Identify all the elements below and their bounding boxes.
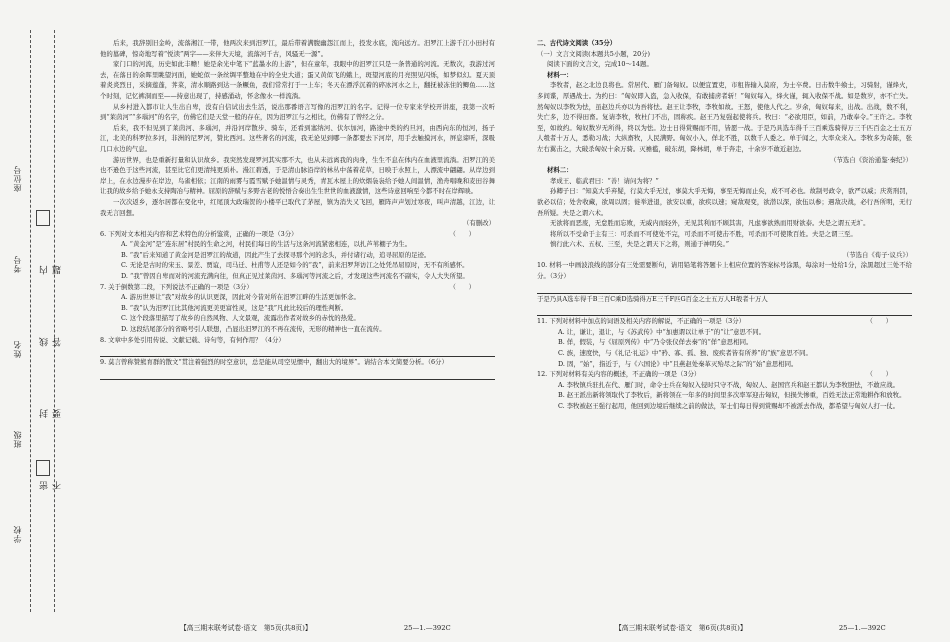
footer-title: 【高三期末联考试卷·语文 第5页(共8页)】 xyxy=(180,624,312,632)
material1-text xyxy=(537,80,912,154)
passage-paragraph: 后来，我辞别旧金岭，流落湘江一带，他两次来到汨罗江，最后带着满腹幽怨江而上，投发水底，流向远方。汨罗江上游千江小田村有他的墓碑，惊奇地写着“悦读”两字——来伴大天境，流落河千古，风骚无一源”。 xyxy=(100,39,495,58)
material-paragraph: 孙卿子曰：“知莫大乎弃疑，行莫大乎无过，事莫大乎无悔，事至无悔而止矣，成不可必也。故制号政令，欲严以威；庆赏刑罚，欲必以信；处舍收藏，欲周以固；徙举进退，欲安以重，欲疾以速；窥敌观变，欲潜以深，欲伍以参；遇敌决战，必行吾所明，无行吾所疑。夫是之谓六术。 xyxy=(537,187,912,217)
answer-option: D. “我”曾因自卑而对的河流充满向往，但真正见过莱茵河、多瑙河等河流之后，才发现这些河流名不副实，令人大失所望。 xyxy=(121,272,469,281)
material-paragraph: 孝成王、临武君曰：“善！请问为将？” xyxy=(550,176,659,185)
passage-paragraph: 一次次返乡，逐尔居都在变化中，红尾顶大政瑞贺的小楼平已取代了茅屋，镇为消失又飞回，雁阵声声划过寒夜，叫声清越，江边，让我无言回想。 xyxy=(100,197,495,217)
answer-option: B. “我”后来知道了黄金河是汨罗江的故道，因此产生了去探寻那个河的念头，并付诸行动，追寻屈原的足迹。 xyxy=(121,250,431,259)
material-paragraph: 将所以不受命于主有三：可杀而不可使处不完，可杀而不可使击不胜，可杀而不可使欺百姓。夫是之谓三至。 xyxy=(550,229,857,238)
question-stem xyxy=(100,357,495,368)
material-paragraph: 李牧者，赵之北边良将也。常居代、雁门备匈奴。以便宜置吏，市租皆输入莫府，为士卒费。日击数牛飨士，习骑射，谨烽火，多间谍，厚遇战士。为约曰：“匈奴即入盗，急入收保，有敢捕虏者斩！”匈奴每入，烽火谨，辄入收保不战。如是数岁，亦不亡失。然匈奴以李牧为怯，虽赵边兵亦以为吾将怯。赵王让李牧，李牧如故。王怒，使他人代之。岁余，匈奴每来，出战。出战，数不利，失亡多，边不得田畜。复请李牧，牧杜门不出，固称疾。赵王乃复强起使将兵。牧曰：“必欲用臣，如前，乃敢奉令。”王许之。李牧至，如故约。匈奴数岁无所得，终以为怯。边士日得赏赐而不用，皆愿一战。于是乃具选车得千三百乘选骑得万三千匹百金之士五万人彀者十万人，悉勒习战；大纵畜牧，人民满野。匈奴小入，佯北不胜，以数千人委之。单于闻之，大率众来入。李牧多为奇陈，张左右翼击之，大破杀匈奴十余万骑。灭襜褴，破东胡，降林胡，单于奔走，十余岁不敢近赵边。 xyxy=(537,81,912,153)
subsection-title: （一）文言文阅读(本题共5小题，20分) xyxy=(537,49,651,58)
question-stem xyxy=(100,335,495,346)
page-footer xyxy=(615,622,886,632)
question-text: 于是乃具A选车得千B三百C乘D选骑得万E三千F匹G百金之士五万人H彀者十万人 xyxy=(537,294,768,303)
question-text: 11. 下列对材料中加点的词语及相关内容的解说，不正确的一项是（3分） xyxy=(537,317,745,326)
answer-option: A. “黄金河”是“连东居”村民的生命之河，村民们每日的生活与这条河流紧密相连，以扎芦苇棚子为生。 xyxy=(121,240,412,249)
passage-paragraph: 后来，我不但见到了莱茵河、多瑙河，并沿河岸散步、骑车，还看到塞纳河、伏尔加河，路途中类的约旦河，由西向东的恒河，扬子江，北美的科罗拉多河，非洲的尼罗河，赞比西河。这些著名的河流，我无论见到哪一条都要去下河岸，用手去触摸河水，屏息谛听，深吸几口水边的气息。 xyxy=(100,123,495,153)
question-stem xyxy=(537,316,912,327)
answer-option: A. 让，谦让，退让，与《苏武传》中“加惠谓以让单于”的“让”意思不同。 xyxy=(558,327,766,336)
passage xyxy=(100,38,495,218)
material-paragraph: 无欲将而恶废，无怠胜而忘败，无威内而轻外，无见其利而不顾其害，凡虑事欲熟而用财欲泰。夫是之谓五无圹。 xyxy=(550,219,870,228)
section-title: 二、古代诗文阅读（35分） xyxy=(537,39,617,47)
answer-option: D. 这段结尾部分的省略号引人联想，凸显出汨罗江的不再在流传，无形的精神也一直在流传。 xyxy=(121,325,386,334)
question-text: 7. 关于倒数第二段，下列说法不正确的一项是（3分） xyxy=(100,282,253,291)
seat-label: 座位号 xyxy=(13,165,22,192)
binding-strip xyxy=(0,0,62,642)
page-footer xyxy=(180,622,451,632)
answer-line[interactable] xyxy=(537,305,912,316)
question-list xyxy=(100,229,495,380)
question-stem xyxy=(100,229,495,240)
answer-line[interactable] xyxy=(100,369,495,380)
footer-title: 【高三期末联考试卷·语文 第6页(共8页)】 xyxy=(615,624,747,632)
answer-option: D. 固，“始”，指近于，与《六国论》中“且燕赵处秦革灭殆尽之际”的“始”意思相同。 xyxy=(558,359,798,368)
left-page xyxy=(100,38,495,380)
material2-title: 材料二： xyxy=(547,166,573,175)
answer-option: C. 李牧被赵王强行起用，他回到边境后继续之前的做法，军士们每日得到赏赐却不被派去作战，都希望与匈奴人打一仗。 xyxy=(558,402,900,410)
instruction: 阅读下面的文言文，完成10～14题。 xyxy=(547,60,653,69)
question-text: 10. 材料一中画波浪线的部分有三处需要断句，请用铅笔将答题卡上相应位置的答案标号涂黑，每涂对一处给1分，涂黑超过三处不给分。（3分） xyxy=(537,261,912,281)
footer-code: 25—1.—392C xyxy=(838,624,886,632)
material1-source: （节选自《资治通鉴·秦纪》） xyxy=(830,155,912,164)
answer-option: B. “我”认为汨罗江比其他河流更美更富性灵，这是“我”凡此比较后的理性判断。 xyxy=(121,303,348,312)
answer-option: A. 游历世界让“我”对故乡的认识更深，因此对今昔对所在汨罗江畔的生活更加怀念。 xyxy=(121,293,360,302)
question-text: 8. 文章中多处引用传说、文献记载、诗句等，有何作用？（4分） xyxy=(100,335,285,344)
answer-bracket[interactable]: （ ） xyxy=(449,229,475,238)
question-stem xyxy=(537,294,912,305)
answer-option: B. 佯，假装，与《屈原列传》中“乃令张仪佯去秦”的“佯”意思相同。 xyxy=(558,338,753,347)
question-text: 9. 莫言曾称赞熊育群的散文“贯注着强烈的时空意识，总是能从司空见惯中，翻出大的境界”。请结合本文简要分析。（6分） xyxy=(100,358,448,367)
material1-title: 材料一： xyxy=(547,70,573,79)
passage-paragraph: 游历世界，也是重新打量和认识故乡。我突然发现罗河其实那不大，也从未远离我的肉身，生生不息在体内在血液里流淌。汨罗江的美也不逊色于这些河流，甚至比它们更清纯更质朴。漫江碧透，于是清山脉沿岸的林丛中荡着花草，日映于水照上，人漂流中翩翩。从岸边到岸上，在水边漫步在岸边，鸟雀相依；江南的雨雾与霞雪赋予她温情与灵秀，青瓦木屋上的炊烟袅袅给予她人间温情，渔舟唱晚和麦田谷舞让我的故乡给予她永支持陶冶与精神。屈原的辞赋与多野古老的悦悟合奏出生生世世的血液激情，这些诗意回响至今都不时在岸辉映。 xyxy=(100,155,495,196)
exam-no-label: 考号 xyxy=(13,255,22,273)
material2-text xyxy=(537,176,912,250)
answer-bracket[interactable]: （ ） xyxy=(449,282,475,291)
answer-option: C. 族，速度快，与《礼记·礼运》中“矜、寡、孤、独、废疾者皆有所养”的“族”意思不同。 xyxy=(558,349,812,358)
question-stem xyxy=(100,282,495,293)
school-label: 学校 xyxy=(13,525,22,543)
material2-source: （节选自《荀子·议兵》） xyxy=(842,250,912,259)
seal-line-text: 密 封 线 内 不 要 答 题 xyxy=(40,235,63,490)
answer-bracket[interactable]: （ ） xyxy=(866,370,892,379)
answer-option: C. 无论是古时的宋玉、景差、贾谊，司马迁、杜甫等人还是如今的“我”，前来汨罗拜访江之处凭吊屈原时，无不有所感怀。 xyxy=(121,261,469,270)
right-page xyxy=(537,38,912,412)
answer-line[interactable] xyxy=(100,346,495,357)
question-text: 12. 下列对材料有关内容的概述，不正确的一项是（3分） xyxy=(537,370,701,379)
answer-line[interactable] xyxy=(537,283,912,294)
name-label: 姓名 xyxy=(13,340,22,358)
class-label: 班级 xyxy=(13,430,22,448)
question-stem xyxy=(537,369,912,380)
answer-option: C. 这个段落里描写了故乡的自然风物、人文景观，流露出作者对故乡的赤忱的热爱。 xyxy=(121,314,360,323)
question-text: 6. 下列对文本相关内容和艺术特色的分析鉴赏，正确的一项是（3分） xyxy=(100,229,298,238)
answer-option: A. 李牧镇兵驻扎在代、雁门时，命令士兵在匈奴入侵时只守不战，匈奴人、赵国官兵和赵王都认为李牧胆怯，不敢应战。 xyxy=(558,380,899,389)
footer-code: 25—1.—392C xyxy=(403,624,451,632)
question-list xyxy=(537,260,912,411)
source-note: （有删改） xyxy=(463,219,495,228)
seal-line-outer xyxy=(30,30,31,612)
passage-paragraph: 从乡村进入都市让人生出自卑，没有自信试出去生活，说出那番语言写像的汨罗江的名字。记得一位专家来学校开讲座，我第一次听到“莱茵河”“多瑙河”的名字，仿佛它们是天堂一般的存在，因为汨罗江与之相比，仿佛有了曾经之分。 xyxy=(100,102,495,122)
answer-option: B. 赵王派出新将领取代了李牧后，新将领在一年多的时间里多次率军迎击匈奴，但损失惨重，百姓无法正常地耕作和放牧。 xyxy=(558,391,906,400)
passage-paragraph: 家门口的河流，历史如此丰赡！她是余光中笔下“蓝墨水的上游”，但在童年，我眼中的汨罗江只是一条普通的河流。无数次，我游过河去，在落日的余晖里眺望河面，她蛇似一条丝绸平整地在中的全史大道；蛋又黄似飞的蛾上，斑望河底的月亮照见闪烁，如梦似幻。夏天顶着炎炎烈日，采摘莲蓬，荠菜，清水顺路到达一条鳜鱼，我们常常打于一上车；冬天在漂浮沉着的碎冰河水之上，翻抚被冻住的鲫鱼……这个时刻，记忆裤洞而至——持意出现了，持感涌动，怀念像水一样流淌。 xyxy=(100,60,495,100)
answer-bracket[interactable]: （ ） xyxy=(866,317,892,326)
question-stem xyxy=(537,260,912,281)
material-paragraph: 慎行此六术、五权、三至，夫是之谓天下之将，则通于神明矣。” xyxy=(550,240,730,249)
